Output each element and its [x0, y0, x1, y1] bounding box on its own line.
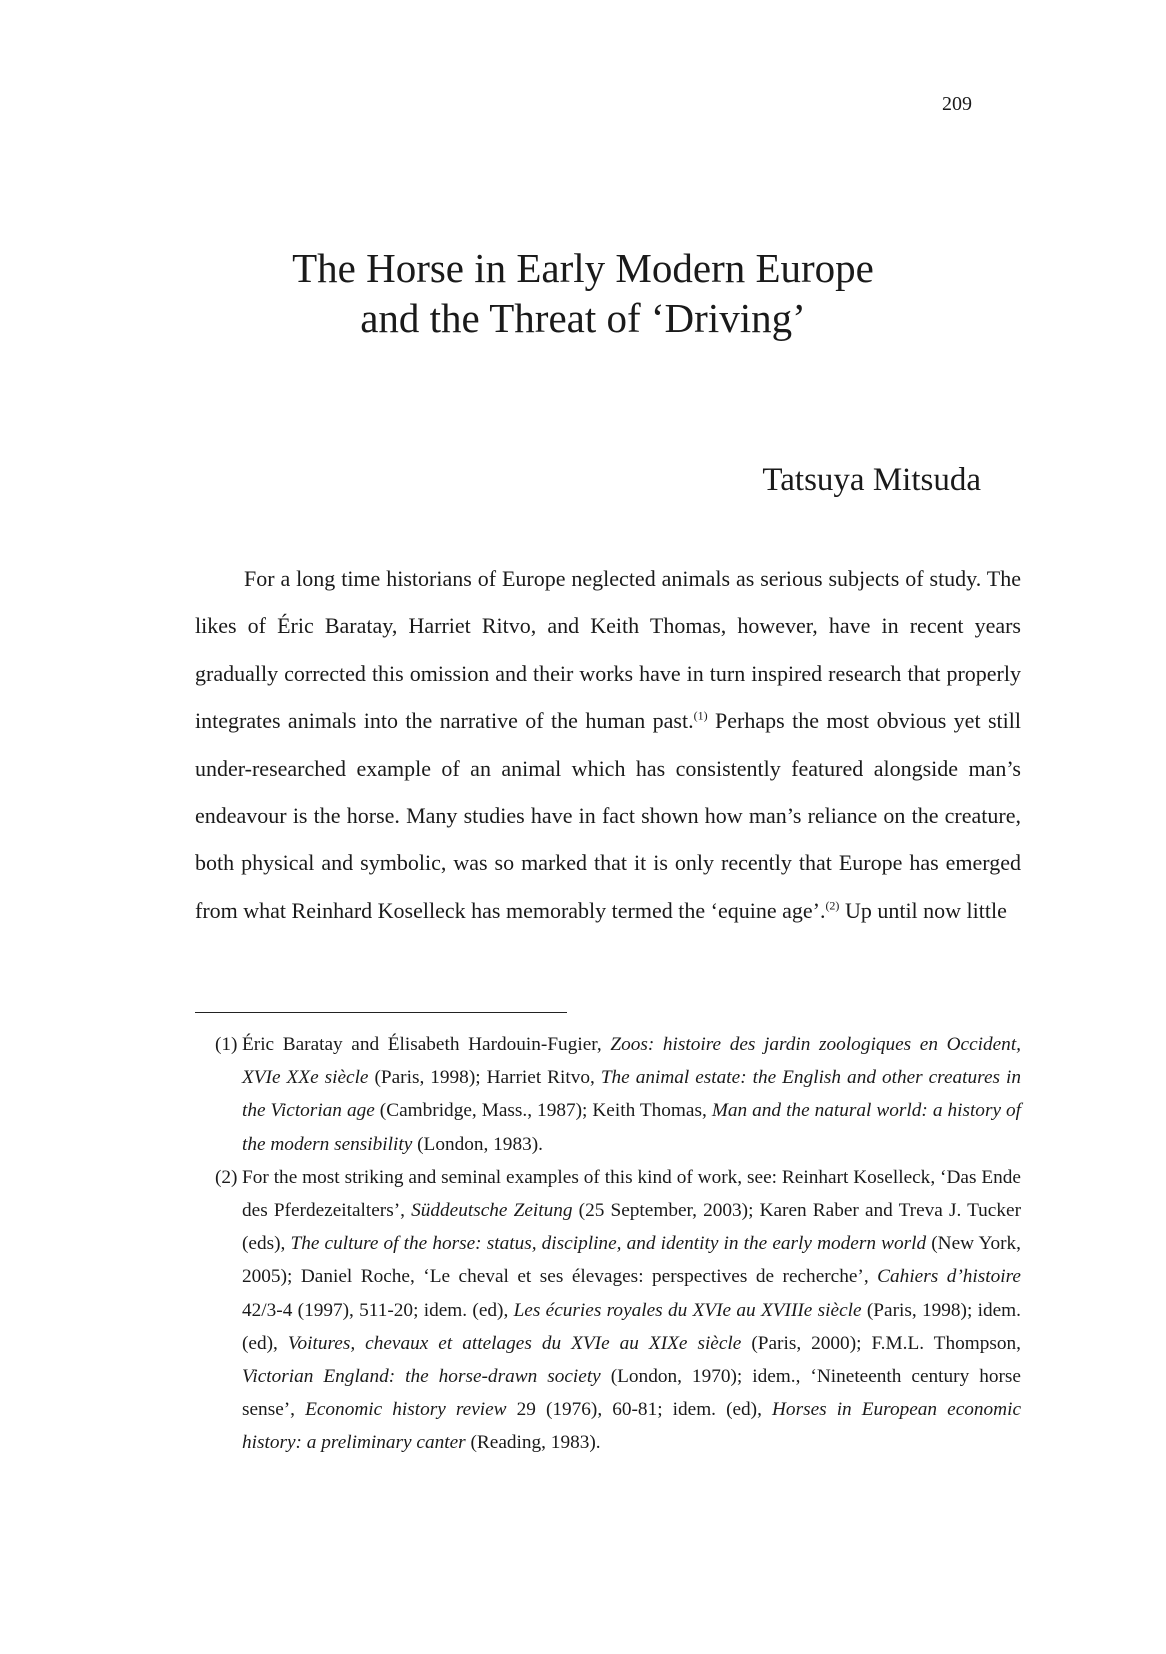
footnote-text-run: (London, 1970); idem., ‘Nineteenth century horse sense’, — [242, 1366, 1021, 1421]
footnote-2 — [195, 1161, 1021, 1460]
article-title — [0, 243, 1166, 343]
title-line-2: and the Threat of ‘Driving’ — [360, 295, 806, 341]
footnote-title-italic: Cahiers d’histoire — [877, 1266, 1021, 1288]
footnote-title-italic: The culture of the horse: status, discipline, and identity in the early modern world — [290, 1233, 927, 1255]
footnote-title-italic: Man and the natural world: a history of the modern sensibility — [242, 1100, 1022, 1155]
footnote-text-run: (Cambridge, Mass., 1987); Keith Thomas, — [374, 1100, 712, 1122]
footnote-text-run: 42/3-4 (1997), 511-20; idem. (ed), — [242, 1299, 514, 1321]
footnote-title-italic: Zoos: histoire des jardin zoologiques en Occident, XVIe XXe siècle — [242, 1034, 1021, 1089]
footnote-text-run: (Reading, 1983). — [465, 1432, 601, 1454]
body-paragraph — [195, 555, 1021, 934]
footnote-title-italic: Victorian England: the horse-drawn society — [242, 1366, 601, 1388]
footnote-ref-2: (2) — [825, 898, 840, 913]
body-text — [195, 555, 1021, 934]
page-number: 209 — [942, 93, 972, 115]
footnote-text-run: (Paris, 1998); Harriet Ritvo, — [368, 1067, 601, 1089]
footnotes — [195, 1028, 1021, 1460]
footnote-text-run: 29 (1976), 60-81; idem. (ed), — [506, 1399, 772, 1421]
footnote-number: (2) — [215, 1166, 238, 1188]
footnote-text-run: For the most striking and seminal examples of this kind of work, see: Reinhart Koselleck, ‘Das Ende des Pferdezeitalters’, — [242, 1166, 1021, 1222]
footnote-text-run: (London, 1983). — [412, 1133, 543, 1155]
footnote-title-italic: Voitures, chevaux et attelages du XVIe au XIXe siècle — [287, 1332, 742, 1354]
title-line-1: The Horse in Early Modern Europe — [292, 245, 874, 291]
footnote-title-italic: The animal estate: the English and other creatures in the Victorian age — [242, 1067, 1021, 1122]
author-name: Tatsuya Mitsuda — [762, 462, 981, 498]
footnote-title-italic: Horses in European economic history: a preliminary canter — [242, 1399, 1022, 1454]
footnote-text-run: (New York, 2005); Daniel Roche, ‘Le cheval et ses élevages: perspectives de recherche’, — [242, 1233, 1021, 1288]
footnote-text — [242, 1028, 1021, 1161]
footnote-text-run: (Paris, 2000); F.M.L. Thompson, — [741, 1332, 1021, 1354]
footnote-text-run: Éric Baratay and Élisabeth Hardouin-Fugier, — [242, 1034, 611, 1055]
footnote-title-italic: Economic history review — [305, 1399, 507, 1421]
footnote-1 — [195, 1028, 1021, 1161]
footnote-text-run: (25 September, 2003); Karen Raber and Treva J. Tucker (eds), — [242, 1200, 1021, 1255]
body-text-part-1: For a long time historians of Europe neglected animals as serious subjects of study. The likes of Éric Baratay, Harriet Ritvo, and Keith Thomas, however, have in recent years gradually corrected this omission and their works have in turn inspired research that properly integrates animals into the narrative of the human past. — [195, 566, 1021, 734]
footnote-text-run: (Paris, 1998); idem. (ed), — [242, 1299, 1021, 1354]
footnote-divider — [195, 1012, 567, 1013]
footnote-title-italic: Les écuries royales du XVIe au XVIIIe siècle — [513, 1299, 862, 1321]
footnote-title-italic: Süddeutsche Zeitung — [411, 1200, 573, 1222]
footnote-ref-1: (1) — [693, 708, 708, 723]
footnote-number: (1) — [215, 1034, 238, 1055]
footnote-text — [242, 1161, 1021, 1460]
body-text-part-2: Perhaps the most obvious yet still under-researched example of an animal which has consistently featured alongside man’s endeavour is the horse. Many studies have in fact shown how man’s reliance on the creature, both physical and symbolic, was so marked that it is only recently that Europe has emerged from what Reinhard Koselleck has memorably termed the ‘equine age’. — [195, 708, 1021, 923]
body-text-part-3: Up until now little — [839, 897, 1007, 923]
